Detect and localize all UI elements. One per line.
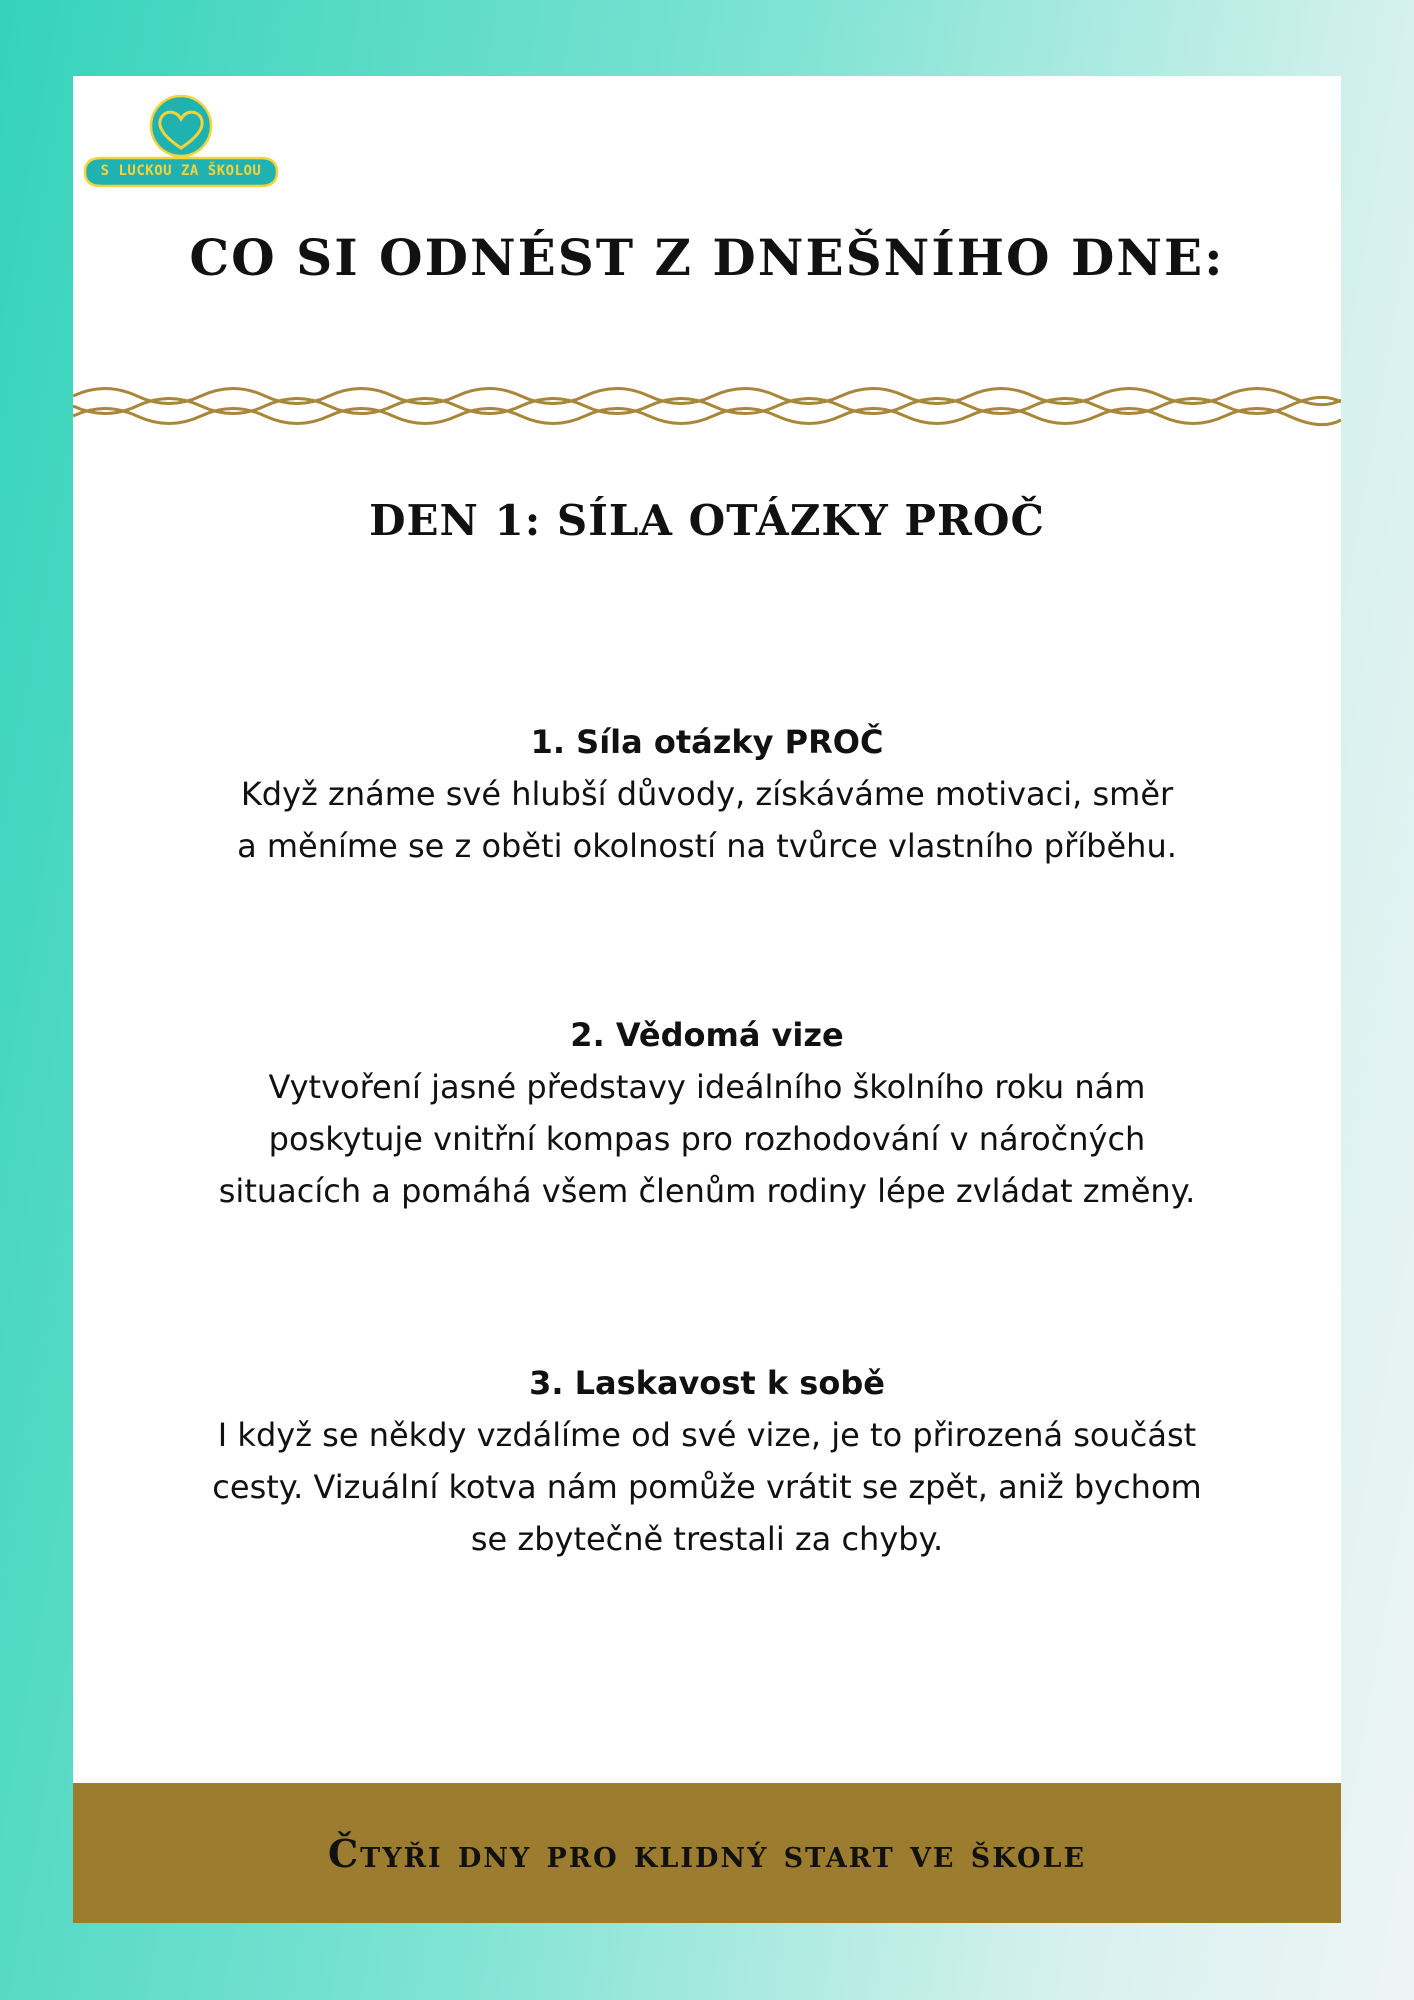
- takeaway-item: [143, 1009, 1271, 1217]
- page-title: CO SI ODNÉST Z DNEŠNÍHO DNE:: [189, 228, 1225, 287]
- logo-text: S LUCKOU ZA ŠKOLOU: [100, 163, 262, 179]
- brand-logo: [81, 88, 281, 188]
- takeaway-text: Vytvoření jasné představy ideálního školního roku nám poskytuje vnitřní kompas pro rozhodování v náročných situacích a pomáhá všem členům rodiny lépe zvládat změny.: [218, 1068, 1196, 1210]
- braid-divider-icon: [73, 376, 1341, 436]
- takeaway-text: I když se někdy vzdálíme od své vize, je to přirozená součást cesty. Vizuální kotva nám pomůže vrátit se zpět, aniž bychom se zbytečně trestali za chyby.: [212, 1416, 1202, 1558]
- footer-text: Čtyři dny pro klidný start ve škole: [327, 1830, 1087, 1876]
- takeaway-heading: 3. Laskavost k sobě: [529, 1364, 885, 1402]
- footer-banner: [73, 1783, 1341, 1923]
- handout-sheet: [73, 76, 1341, 1923]
- takeaway-text: Když známe své hlubší důvody, získáváme motivaci, směr a měníme se z oběti okolností na tvůrce vlastního příběhu.: [237, 775, 1177, 865]
- takeaway-heading: 2. Vědomá vize: [570, 1016, 844, 1054]
- takeaway-item: [143, 1357, 1271, 1565]
- day-subtitle: DEN 1: SÍLA OTÁZKY PROČ: [369, 496, 1045, 545]
- takeaway-heading: 1. Síla otázky PROČ: [530, 723, 884, 761]
- takeaway-item: [143, 716, 1271, 872]
